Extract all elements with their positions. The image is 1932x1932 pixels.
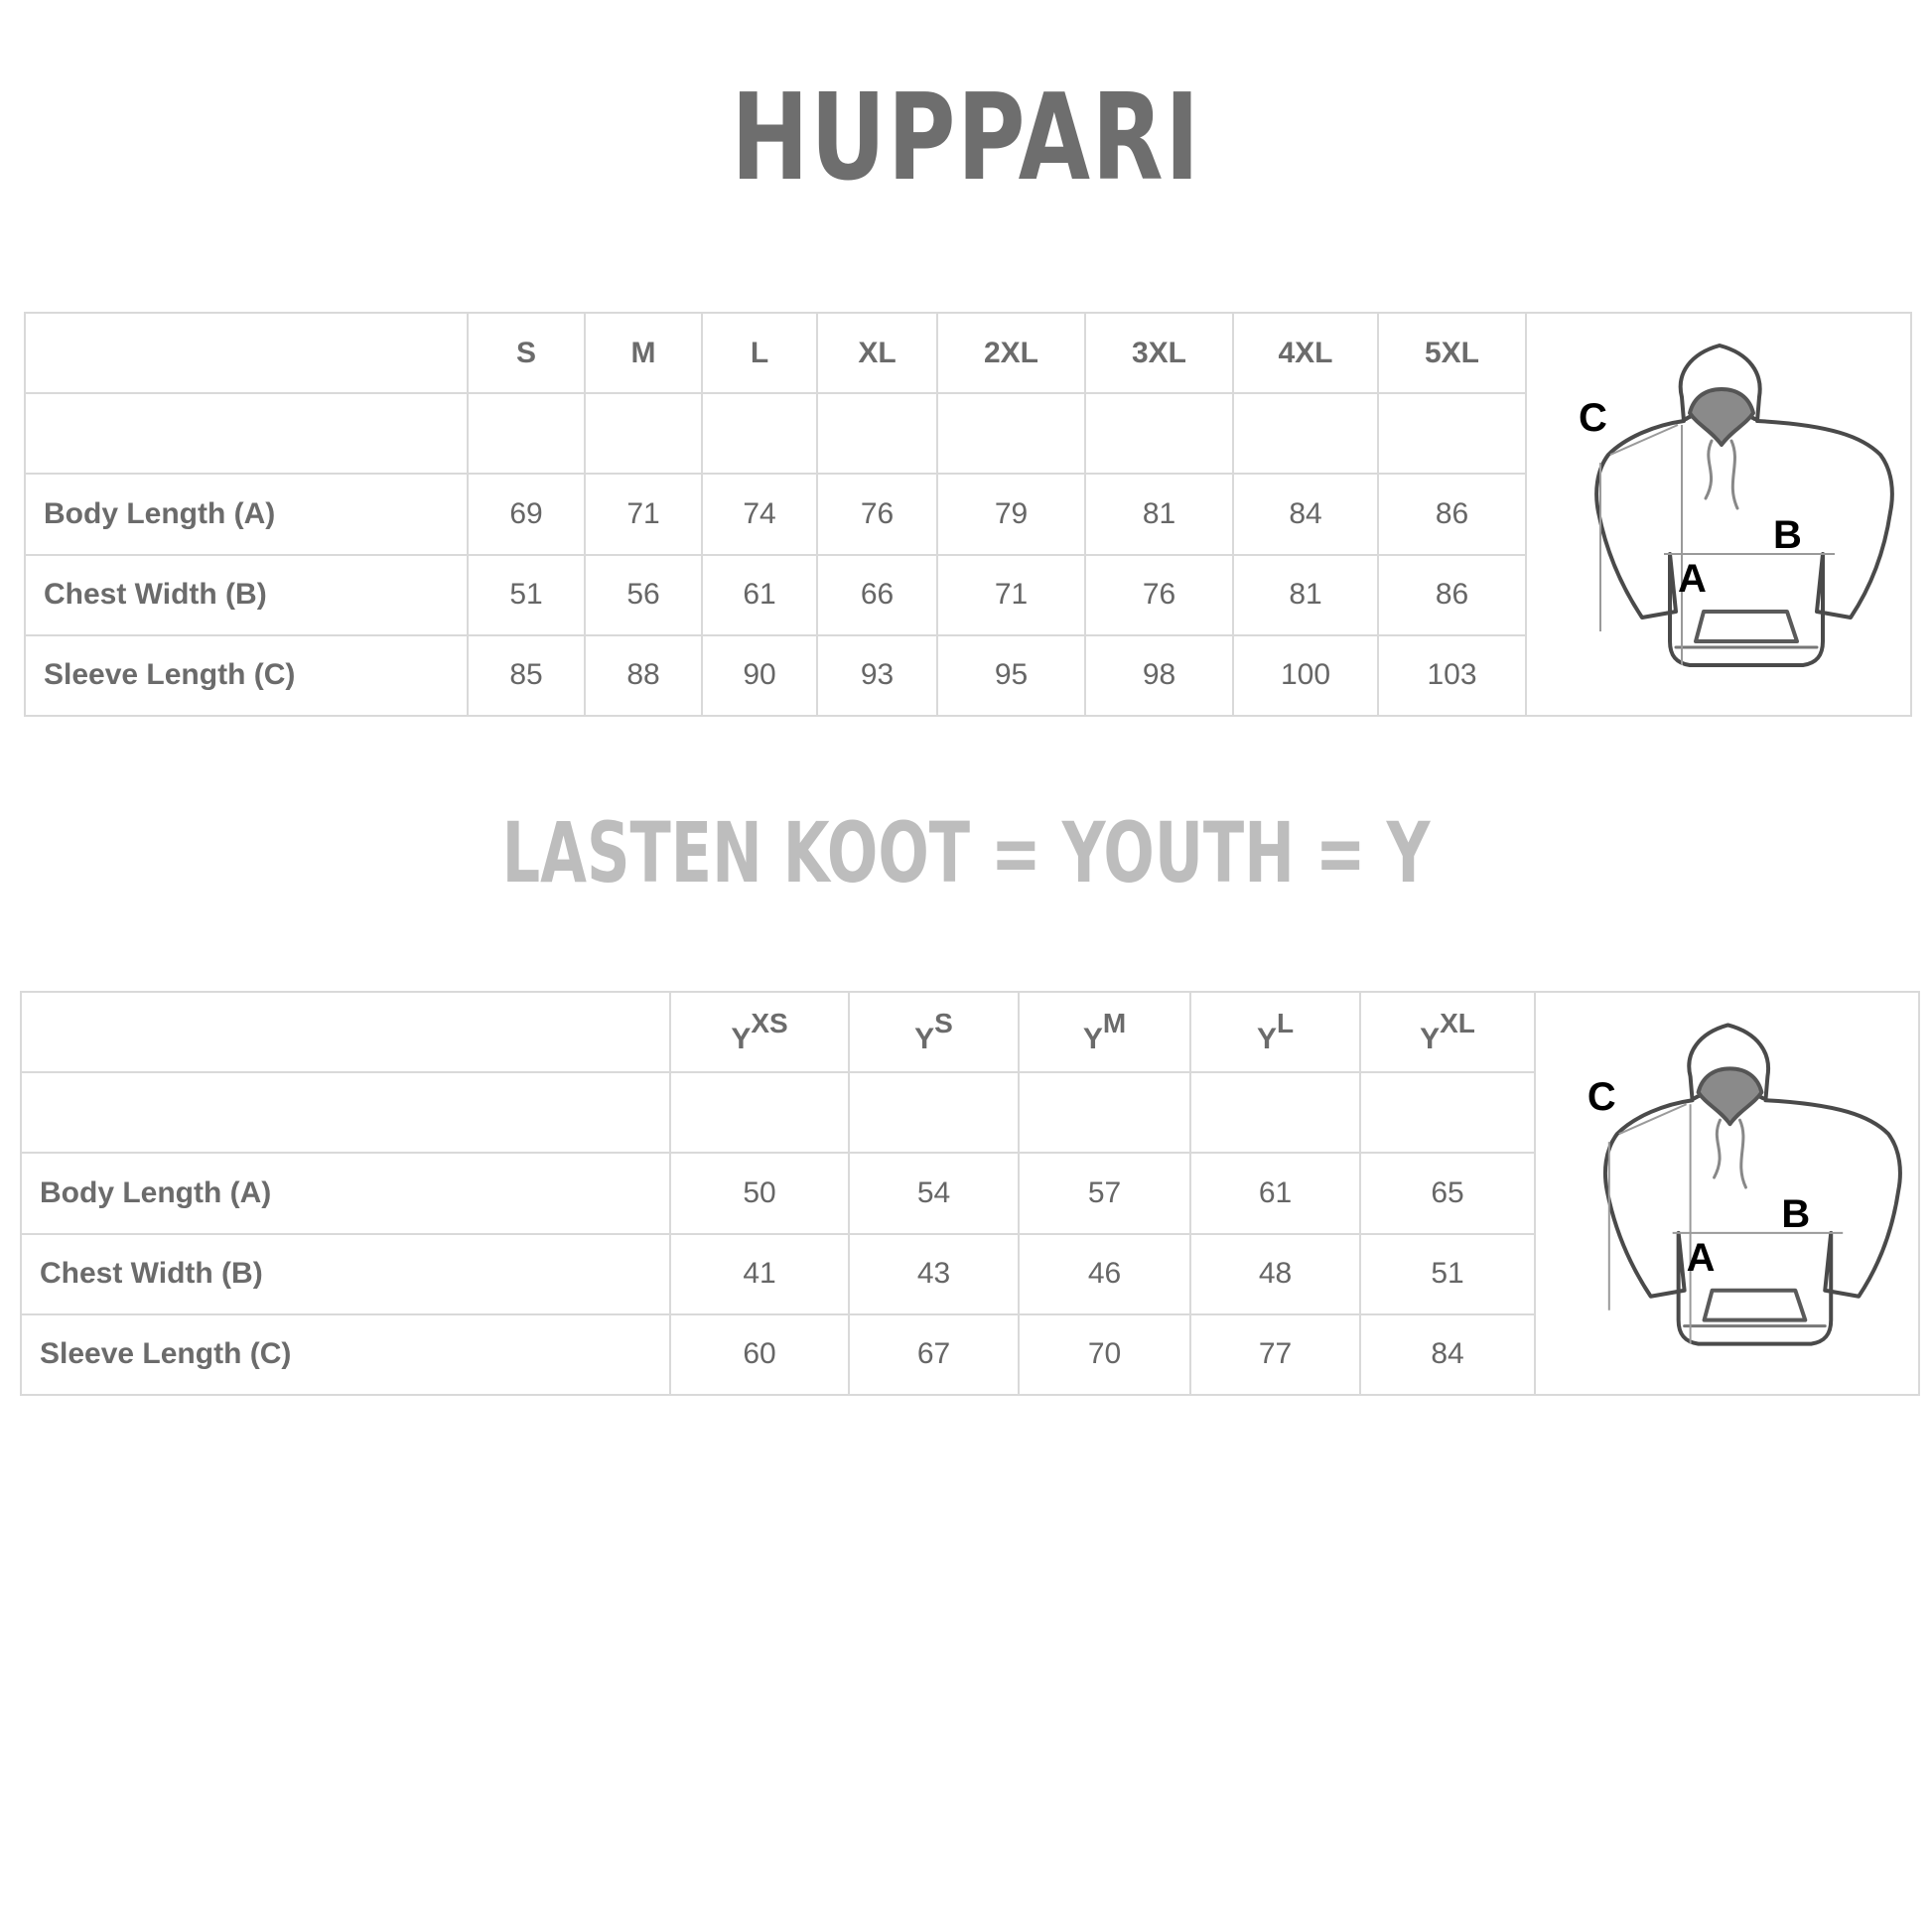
- size-header: [1019, 992, 1190, 1072]
- size-header-row: [21, 992, 1919, 1072]
- diagram-label-b: B: [1781, 1191, 1811, 1236]
- hoodie-diagram-cell: [1535, 992, 1919, 1395]
- size-suffix: L: [1276, 1008, 1295, 1039]
- table-cell: 76: [817, 474, 937, 554]
- size-header: [849, 992, 1019, 1072]
- table-cell: 79: [937, 474, 1085, 554]
- page-title: HUPPARI: [731, 69, 1201, 207]
- table-cell: 57: [1019, 1153, 1190, 1233]
- corner-cell: [21, 992, 670, 1072]
- table-cell: 70: [1019, 1314, 1190, 1395]
- table-cell: 65: [1360, 1153, 1535, 1233]
- size-suffix: S: [934, 1008, 953, 1039]
- table-cell: 74: [702, 474, 817, 554]
- row-label: Chest Width (B): [21, 1234, 670, 1314]
- size-prefix: Y: [1256, 1023, 1277, 1056]
- row-label: Sleeve Length (C): [25, 635, 468, 716]
- row-label: Sleeve Length (C): [21, 1314, 670, 1395]
- diagram-label-c: C: [1587, 1075, 1616, 1120]
- row-label: Body Length (A): [21, 1153, 670, 1233]
- table-cell: 98: [1085, 635, 1233, 716]
- size-header: S: [468, 313, 585, 393]
- table-cell: 86: [1378, 474, 1526, 554]
- table-cell: 46: [1019, 1234, 1190, 1314]
- size-header: [1360, 992, 1535, 1072]
- table-cell: 93: [817, 635, 937, 716]
- table-cell: 67: [849, 1314, 1019, 1395]
- size-header: 5XL: [1378, 313, 1526, 393]
- table-cell: 85: [468, 635, 585, 716]
- table-cell: 66: [817, 555, 937, 635]
- table-cell: 88: [585, 635, 702, 716]
- table-cell: 86: [1378, 555, 1526, 635]
- size-prefix: Y: [1420, 1023, 1441, 1056]
- table-cell: 61: [1190, 1153, 1360, 1233]
- size-suffix: M: [1102, 1008, 1127, 1039]
- table-cell: 41: [670, 1234, 849, 1314]
- table-cell: 95: [937, 635, 1085, 716]
- size-header: M: [585, 313, 702, 393]
- table-cell: 90: [702, 635, 817, 716]
- table-cell: 84: [1233, 474, 1378, 554]
- table-cell: 81: [1233, 555, 1378, 635]
- section-title: LASTEN KOOT = YOUTH = Y: [501, 804, 1431, 901]
- table-cell: 84: [1360, 1314, 1535, 1395]
- table-cell: 60: [670, 1314, 849, 1395]
- hoodie-measurement-diagram-icon: [1536, 993, 1920, 1394]
- size-header: 2XL: [937, 313, 1085, 393]
- table-cell: 48: [1190, 1234, 1360, 1314]
- table-cell: 71: [585, 474, 702, 554]
- diagram-label-a: A: [1686, 1235, 1716, 1280]
- size-header: L: [702, 313, 817, 393]
- table-cell: 50: [670, 1153, 849, 1233]
- adult-size-table: [24, 312, 1912, 717]
- table-cell: 51: [1360, 1234, 1535, 1314]
- table-cell: 61: [702, 555, 817, 635]
- size-prefix: Y: [731, 1023, 752, 1056]
- size-header: 3XL: [1085, 313, 1233, 393]
- table-cell: 54: [849, 1153, 1019, 1233]
- table-cell: 100: [1233, 635, 1378, 716]
- size-header: 4XL: [1233, 313, 1378, 393]
- table-cell: 69: [468, 474, 585, 554]
- hoodie-diagram-cell: [1526, 313, 1911, 716]
- table-cell: 81: [1085, 474, 1233, 554]
- size-suffix: XS: [751, 1008, 788, 1039]
- table-cell: 56: [585, 555, 702, 635]
- size-prefix: Y: [914, 1023, 935, 1056]
- youth-size-table: [20, 991, 1920, 1396]
- size-header: [1190, 992, 1360, 1072]
- diagram-label-b: B: [1773, 513, 1802, 557]
- hoodie-measurement-diagram-icon: [1527, 314, 1912, 715]
- table-cell: 71: [937, 555, 1085, 635]
- size-header: XL: [817, 313, 937, 393]
- size-header-row: [25, 313, 1911, 393]
- size-prefix: Y: [1082, 1023, 1103, 1056]
- size-header: [670, 992, 849, 1072]
- table-cell: 103: [1378, 635, 1526, 716]
- size-suffix: XL: [1440, 1008, 1475, 1039]
- table-cell: 51: [468, 555, 585, 635]
- table-cell: 43: [849, 1234, 1019, 1314]
- table-cell: 76: [1085, 555, 1233, 635]
- diagram-label-c: C: [1579, 396, 1607, 440]
- corner-cell: [25, 313, 468, 393]
- diagram-label-a: A: [1678, 557, 1707, 601]
- row-label: Chest Width (B): [25, 555, 468, 635]
- row-label: Body Length (A): [25, 474, 468, 554]
- table-cell: 77: [1190, 1314, 1360, 1395]
